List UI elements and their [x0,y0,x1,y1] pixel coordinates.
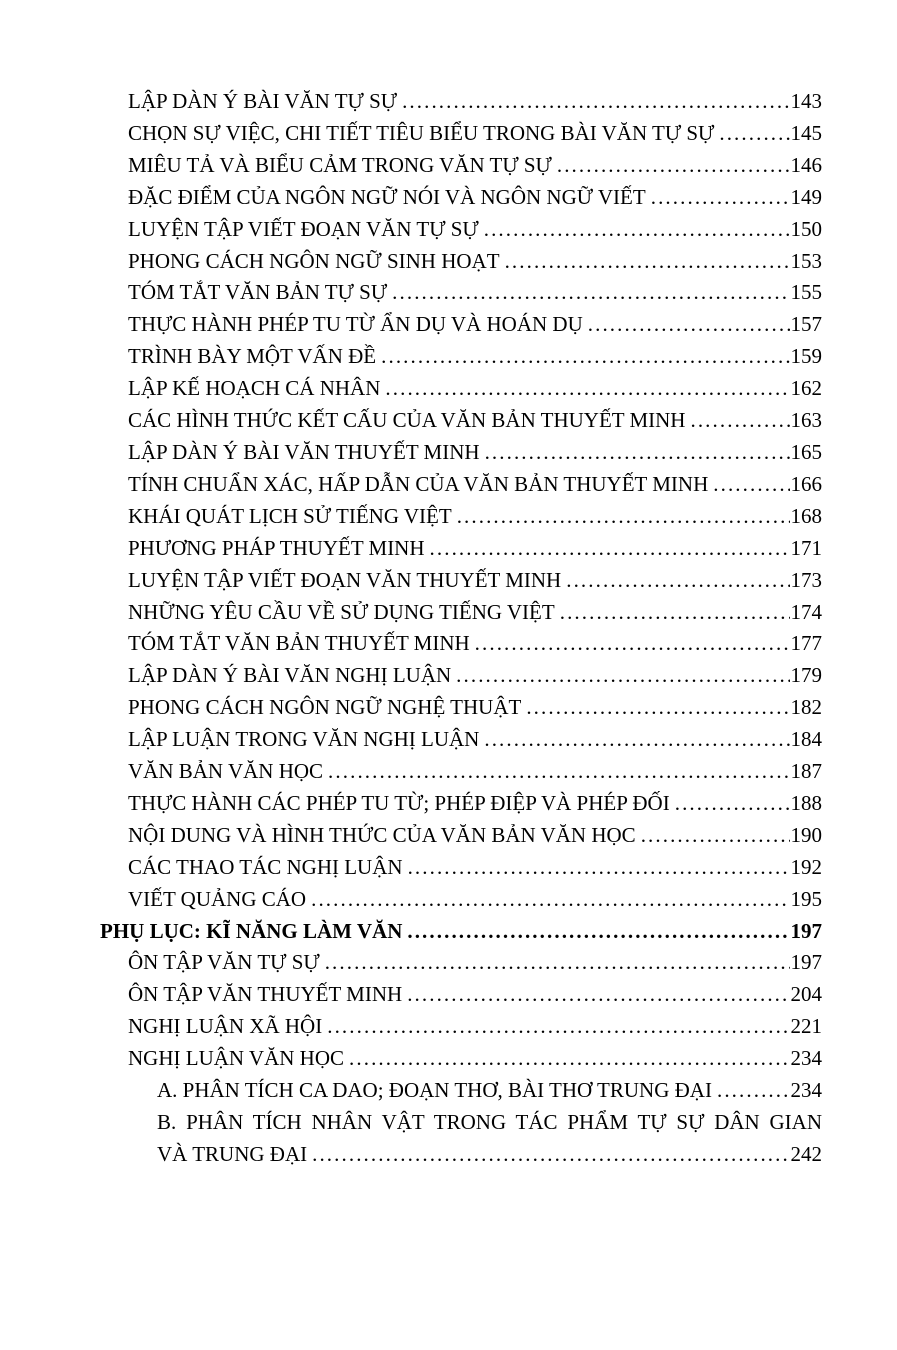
toc-entry-label: TRÌNH BÀY MỘT VẤN ĐỀ [128,344,377,369]
toc-entry-page-number: 187 [790,759,822,784]
dot-leader [392,277,789,309]
dot-leader [526,692,789,724]
toc-entry-page-number: 143 [790,89,822,113]
toc-entry-label: TÓM TẮT VĂN BẢN THUYẾT MINH [128,631,470,656]
toc-entry-label: LẬP KẾ HOẠCH CÁ NHÂN [128,376,381,401]
toc-entry-page-number: 182 [790,695,822,720]
toc-entry-page-number: 184 [790,727,822,752]
toc-entry-label-continued: VÀ TRUNG ĐẠI [157,1141,308,1166]
toc-entry-label: ÔN TẬP VĂN TỰ SỰ [128,950,320,975]
toc-entry [100,469,822,501]
toc-entry [100,341,822,373]
toc-entry-label: NGHỊ LUẬN XÃ HỘI [128,1014,323,1039]
toc-entry-label: VIẾT QUẢNG CÁO [128,886,307,911]
toc-entry [100,724,822,756]
dot-leader [408,852,790,884]
toc-entry-page-number: 242 [790,1141,822,1166]
toc-entry-label: NHỮNG YÊU CẦU VỀ SỬ DỤNG TIẾNG VIỆT [128,599,555,624]
toc-entry-label: PHONG CÁCH NGÔN NGỮ NGHỆ THUẬT [128,695,522,720]
dot-leader [385,373,789,405]
toc-entry [100,565,822,597]
toc-entry-page-number: 171 [790,535,822,560]
dot-leader [407,916,789,948]
toc-entry-label: LUYỆN TẬP VIẾT ĐOẠN VĂN TỰ SỰ [128,216,479,241]
toc-entry-page-number: 145 [790,120,822,145]
toc-entry-page-number: 159 [790,344,822,369]
toc-entry-page-number: 190 [790,822,822,847]
dot-leader [675,788,790,820]
toc-entry [100,1043,822,1075]
toc-entry [100,788,822,820]
toc-entry [100,246,822,278]
toc-entry-page-number: 163 [790,408,822,433]
toc-entry-label: CÁC HÌNH THỨC KẾT CẤU CỦA VĂN BẢN THUYẾT MINH [128,408,686,433]
dot-leader [690,405,789,437]
dot-leader [312,1139,789,1171]
toc-entry-page-number: 155 [790,280,822,305]
toc-entry-page-number: 165 [790,439,822,464]
dot-leader [325,947,790,979]
toc-entry [100,1107,822,1139]
toc-entry [100,437,822,469]
toc-entry-label: CÁC THAO TÁC NGHỊ LUẬN [128,854,403,879]
toc-entry-page-number: 153 [790,248,822,273]
toc-entry-page-number: 146 [790,152,822,177]
dot-leader [328,756,789,788]
toc-entry [100,884,822,916]
dot-leader [560,597,790,629]
toc-entry [100,277,822,309]
toc-entry [100,852,822,884]
toc-entry-label: B. PHÂN TÍCH NHÂN VẬT TRONG TÁC PHẨM TỰ SỰ DÂN GIAN [157,1110,822,1134]
toc-entry-page-number: 150 [790,216,822,241]
dot-leader [719,118,789,150]
toc-entry-page-number: 197 [790,950,822,975]
toc-entry-label: ÔN TẬP VĂN THUYẾT MINH [128,982,403,1007]
toc-entry [100,597,822,629]
toc-entry [100,309,822,341]
toc-entry [100,1139,822,1171]
toc-entry-label: NỘI DUNG VÀ HÌNH THỨC CỦA VĂN BẢN VĂN HỌC [128,822,636,847]
toc-entry-page-number: 177 [790,631,822,656]
toc-entry-label: PHỤ LỤC: KĨ NĂNG LÀM VĂN [100,918,403,943]
toc-entry-label: PHONG CÁCH NGÔN NGỮ SINH HOẠT [128,248,500,273]
dot-leader [566,565,789,597]
toc-entry-label: LẬP DÀN Ý BÀI VĂN NGHỊ LUẬN [128,663,452,688]
dot-leader [407,979,789,1011]
toc-entry-page-number: 188 [790,790,822,815]
dot-leader [327,1011,789,1043]
dot-leader [651,182,790,214]
dot-leader [402,86,789,118]
dot-leader [430,533,790,565]
toc-entry-page-number: 157 [790,312,822,337]
toc-entry-page-number: 162 [790,376,822,401]
toc-entry-page-number: 179 [790,663,822,688]
toc-entry-page-number: 174 [790,599,822,624]
toc-entry [100,916,822,948]
dot-leader [484,214,790,246]
toc-entry-page-number: 173 [790,567,822,592]
toc-entry-label: VĂN BẢN VĂN HỌC [128,759,324,784]
toc-entry-page-number: 166 [790,471,822,496]
toc-entry [100,118,822,150]
toc-entry [100,628,822,660]
toc-entry [100,820,822,852]
dot-leader [641,820,790,852]
dot-leader [349,1043,789,1075]
dot-leader [457,501,790,533]
toc-entry-label: CHỌN SỰ VIỆC, CHI TIẾT TIÊU BIỂU TRONG BÀI VĂN TỰ SỰ [128,120,715,145]
toc-entry-page-number: 204 [790,982,822,1007]
toc-entry [100,947,822,979]
toc-entry [100,501,822,533]
toc-entry-label: NGHỊ LUẬN VĂN HỌC [128,1046,345,1071]
toc-entry-label: THỰC HÀNH PHÉP TU TỪ ẨN DỤ VÀ HOÁN DỤ [128,312,583,337]
toc-entry-label: LẬP DÀN Ý BÀI VĂN THUYẾT MINH [128,439,480,464]
toc-entry-label: TÍNH CHUẨN XÁC, HẤP DẪN CỦA VĂN BẢN THUYẾT MINH [128,471,709,496]
dot-leader [717,1075,790,1107]
toc-entry [100,405,822,437]
table-of-contents [100,86,822,1171]
toc-entry [100,692,822,724]
toc-entry-page-number: 195 [790,886,822,911]
dot-leader [557,150,790,182]
toc-entry-page-number: 234 [790,1078,822,1103]
toc-entry-label: TÓM TẮT VĂN BẢN TỰ SỰ [128,280,388,305]
dot-leader [713,469,789,501]
dot-leader [505,246,790,278]
toc-entry-label: LẬP LUẬN TRONG VĂN NGHỊ LUẬN [128,727,480,752]
dot-leader [588,309,790,341]
toc-entry-page-number: 197 [790,918,822,943]
toc-entry [100,756,822,788]
toc-entry [100,373,822,405]
toc-entry [100,979,822,1011]
toc-entry [100,150,822,182]
toc-entry-label: ĐẶC ĐIỂM CỦA NGÔN NGỮ NÓI VÀ NGÔN NGỮ VIẾT [128,184,646,209]
toc-entry [100,533,822,565]
toc-entry-page-number: 149 [790,184,822,209]
toc-entry [100,214,822,246]
toc-entry [100,182,822,214]
dot-leader [311,884,789,916]
dot-leader [484,724,789,756]
toc-entry [100,660,822,692]
toc-entry-label: LUYỆN TẬP VIẾT ĐOẠN VĂN THUYẾT MINH [128,567,562,592]
toc-entry-label: THỰC HÀNH CÁC PHÉP TU TỪ; PHÉP ĐIỆP VÀ PHÉP ĐỐI [128,790,670,815]
toc-entry-label: KHÁI QUÁT LỊCH SỬ TIẾNG VIỆT [128,503,452,528]
toc-entry-label: LẬP DÀN Ý BÀI VĂN TỰ SỰ [128,89,398,113]
dot-leader [381,341,789,373]
dot-leader [485,437,790,469]
toc-entry-label: A. PHÂN TÍCH CA DAO; ĐOẠN THƠ, BÀI THƠ TRUNG ĐẠI [157,1078,712,1103]
toc-entry-page-number: 234 [790,1046,822,1071]
dot-leader [456,660,789,692]
toc-entry [100,1075,822,1107]
toc-entry-page-number: 221 [790,1014,822,1039]
toc-entry-label: MIÊU TẢ VÀ BIỂU CẢM TRONG VĂN TỰ SỰ [128,152,552,177]
toc-entry-label: PHƯƠNG PHÁP THUYẾT MINH [128,535,425,560]
toc-entry-page-number: 168 [790,503,822,528]
toc-entry [100,86,822,118]
toc-entry-page-number: 192 [790,854,822,879]
dot-leader [475,628,790,660]
toc-entry [100,1011,822,1043]
